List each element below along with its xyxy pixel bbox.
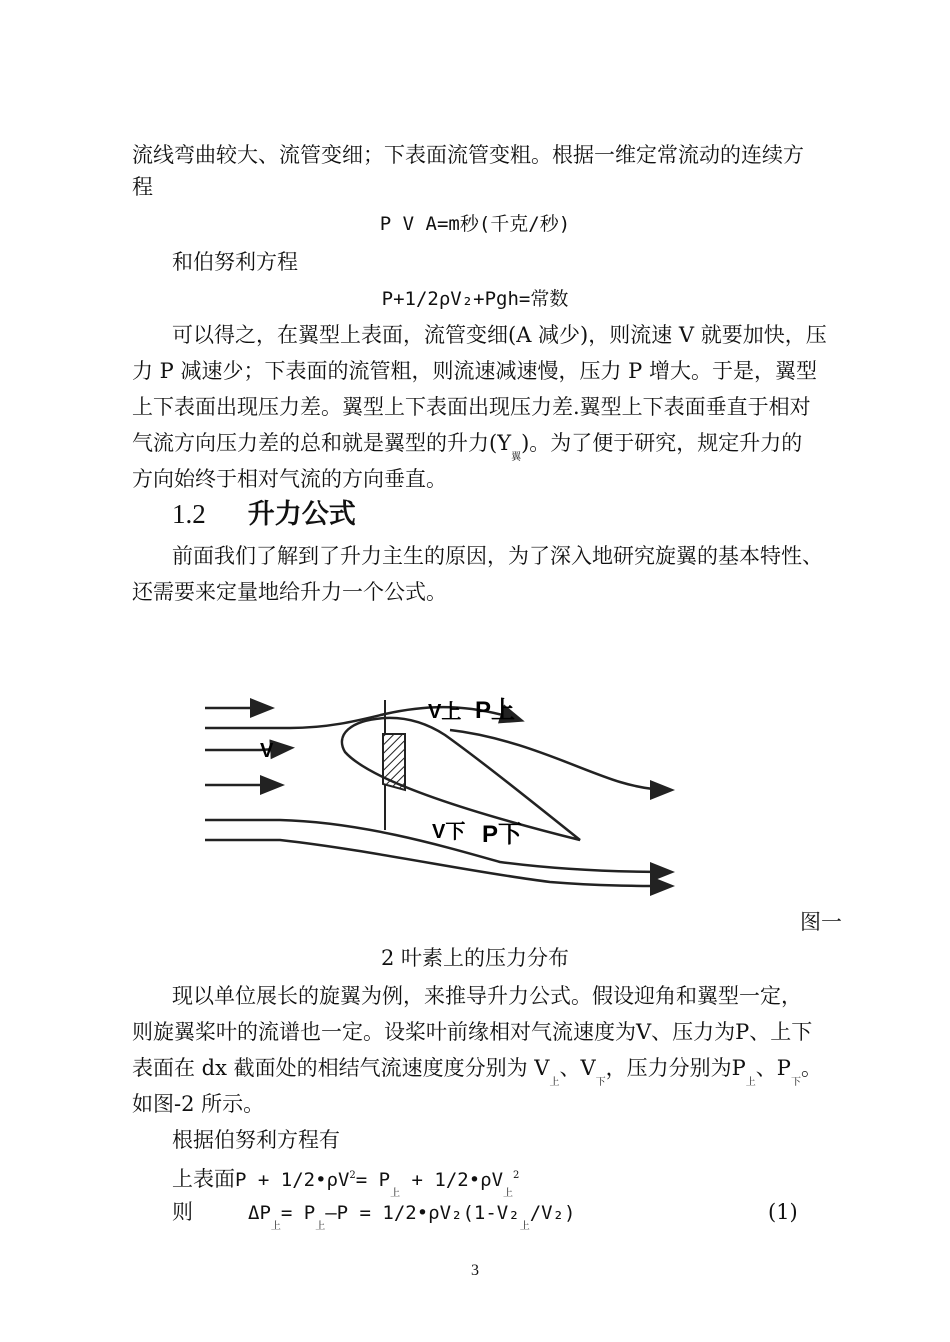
section-heading [172, 496, 356, 533]
continuity-equation: P V A=m秒(千克/秒) [379, 213, 571, 235]
subscript: 上 [503, 1188, 514, 1199]
eq-part: = P [280, 1202, 316, 1224]
subscript: 下 [595, 1077, 606, 1088]
label-v-lower: V下 [432, 821, 466, 843]
subscript: 下 [790, 1077, 801, 1088]
section-number: 1.2 [172, 499, 206, 529]
figure-caption: 2 叶素上的压力分布 [380, 946, 570, 970]
paragraph-line: 则旋翼桨叶的流谱也一定。设桨叶前缘相对气流速度为V、压力为P、上下 [132, 1020, 813, 1044]
paragraph-line: 上下表面出现压力差。翼型上下表面出现压力差.翼型上下表面垂直于相对 [132, 395, 811, 419]
text-span: ，压力分别为P [605, 1056, 746, 1080]
streamline [205, 840, 670, 886]
bernoulli-equation: P+1/2ρV₂+Pgh=常数 [381, 288, 569, 310]
delta-equation [248, 1197, 575, 1232]
subscript: 翼 [511, 452, 522, 463]
paragraph-line: 还需要来定量地给升力一个公式。 [132, 580, 447, 604]
paragraph-line [132, 1053, 822, 1088]
upper-surface-equation [172, 1161, 519, 1199]
eq-part: /V₂) [529, 1202, 576, 1224]
section-title: 升力公式 [247, 499, 356, 530]
subscript: 上 [390, 1188, 401, 1199]
figure-label: 图一 [800, 910, 842, 934]
paragraph-line: 如图-2 所示。 [132, 1092, 265, 1116]
superscript: 2 [349, 1170, 356, 1181]
subscript: 上 [519, 1221, 530, 1232]
label-p-lower: P下 [482, 821, 523, 848]
subscript: 上 [270, 1221, 281, 1232]
paragraph-line: 可以得之，在翼型上表面，流管变细(A 减少)，则流速 V 就要加快，压 [172, 323, 827, 347]
paragraph-line: 力 P 减速少；下表面的流管粗，则流速减速慢，压力 P 增大。于是，翼型 [132, 359, 817, 383]
eq-part: P + 1/2•ρV [235, 1169, 350, 1191]
eq-prefix: 上表面 [172, 1167, 235, 1191]
text-span: 、P [755, 1056, 791, 1080]
text-span: 气流方向压力差的总和就是翼型的升力(Y [132, 431, 512, 455]
text-span: )。为了便于研究，规定升力的 [521, 431, 803, 455]
eq-part: —P = 1/2•ρV₂(1-V₂ [325, 1202, 520, 1224]
label-v-upper: V上 [428, 701, 462, 723]
hatched-section [383, 734, 405, 790]
then-label: 则 [172, 1200, 193, 1224]
eq-part: + 1/2•ρV [400, 1169, 504, 1191]
paragraph-line [132, 428, 802, 463]
eq-part: ΔP [248, 1202, 271, 1224]
eq-part: = P [355, 1169, 391, 1191]
equation-number: (1) [768, 1200, 798, 1224]
paragraph-line: 现以单位展长的旋翼为例，来推导升力公式。假设迎角和翼型一定， [172, 984, 802, 1008]
superscript: 2 [513, 1170, 520, 1181]
paragraph-line: 前面我们了解到了升力主生的原因，为了深入地研究旋翼的基本特性、 [172, 544, 823, 568]
subscript: 上 [315, 1221, 326, 1232]
text-span: 。 [800, 1056, 822, 1080]
text-span: 表面在 dx 截面处的相结气流速度度分别为 V [132, 1056, 550, 1080]
paragraph-line: 和伯努利方程 [172, 250, 298, 274]
paragraph-line: 根据伯努利方程有 [172, 1128, 340, 1152]
paragraph-line: 程 [132, 175, 153, 199]
label-v: V [260, 740, 274, 762]
text-span: 、V [559, 1056, 596, 1080]
paragraph-line: 方向始终于相对气流的方向垂直。 [132, 467, 447, 491]
label-p-upper: P上 [475, 697, 516, 724]
paragraph-line: 流线弯曲较大、流管变细；下表面流管变粗。根据一维定常流动的连续方 [132, 143, 804, 167]
streamline [205, 748, 290, 750]
subscript: 上 [549, 1077, 560, 1088]
airfoil-pressure-diagram [200, 690, 690, 900]
page-number: 3 [471, 1262, 479, 1279]
subscript: 上 [745, 1077, 756, 1088]
